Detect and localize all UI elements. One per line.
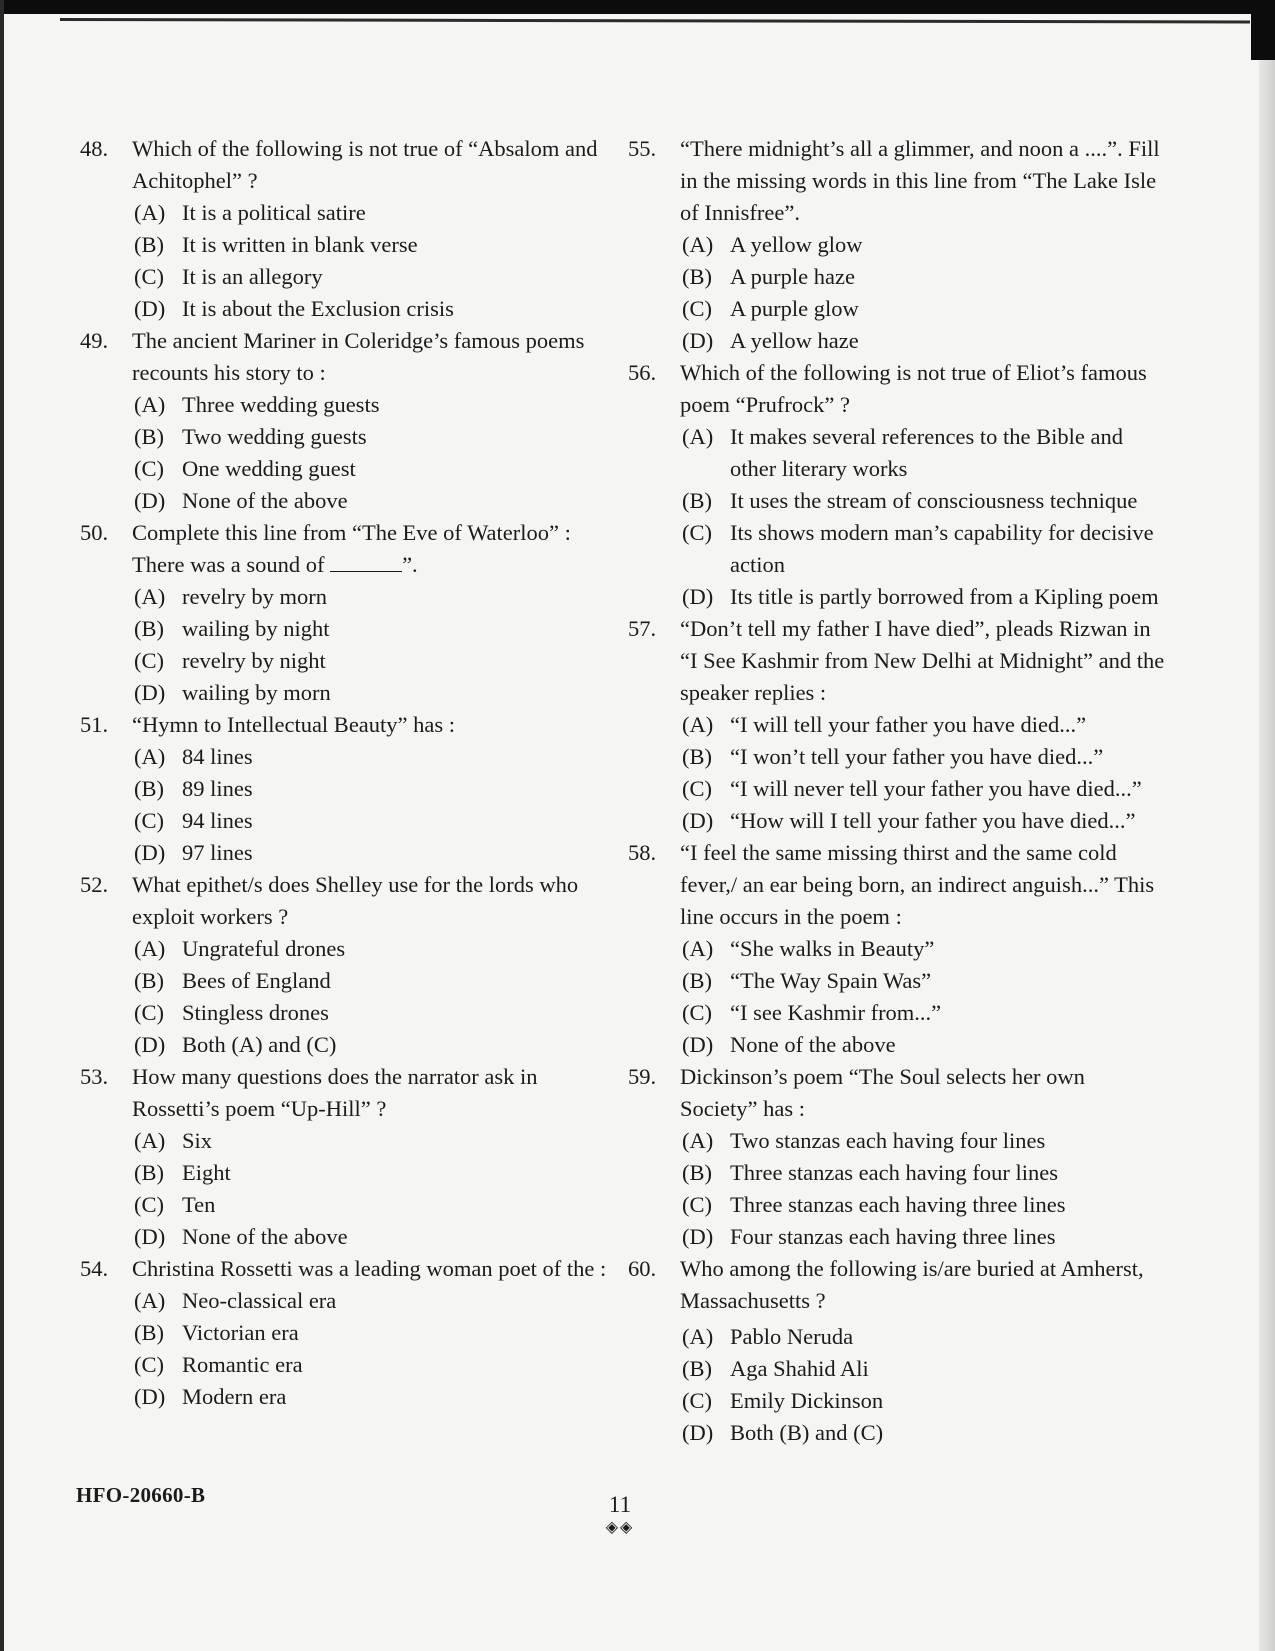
option-d	[134, 485, 620, 517]
option-text: Its title is partly borrowed from a Kipling poem	[730, 584, 1159, 609]
question-50	[80, 517, 620, 709]
option-text: Both (B) and (C)	[730, 1420, 884, 1445]
option-label: (A)	[134, 1288, 166, 1313]
question-number: 58.	[628, 840, 657, 865]
option-label: (A)	[682, 424, 714, 449]
option-d	[682, 1417, 1168, 1449]
question-59	[628, 1061, 1168, 1253]
option-c	[134, 805, 620, 837]
option-text: Three stanzas each having four lines	[730, 1160, 1058, 1185]
option-a	[134, 1125, 620, 1157]
option-a	[682, 1321, 1168, 1353]
option-text: It is written in blank verse	[182, 232, 418, 257]
option-d	[134, 1221, 620, 1253]
option-label: (D)	[682, 328, 714, 353]
option-text: One wedding guest	[182, 456, 356, 481]
option-text: It uses the stream of consciousness technique	[730, 488, 1138, 513]
option-label: (A)	[134, 1128, 166, 1153]
scan-corner-shadow	[1251, 0, 1275, 60]
option-text: “I will tell your father you have died...”	[730, 712, 1087, 737]
option-label: (D)	[134, 840, 166, 865]
question-text: What epithet/s does Shelley use for the lords who exploit workers ?	[132, 872, 579, 929]
option-d	[682, 325, 1168, 357]
question-56	[628, 357, 1168, 613]
question-52	[80, 869, 620, 1061]
option-text: Romantic era	[182, 1352, 303, 1377]
option-a	[682, 933, 1168, 965]
question-49	[80, 325, 620, 517]
question-text: Which of the following is not true of “Absalom and Achitophel” ?	[132, 136, 598, 193]
option-text: Bees of England	[182, 968, 331, 993]
question-text-before-blank: Complete this line from “The Eve of Waterloo” : There was a sound of	[132, 520, 571, 577]
option-label: (A)	[134, 584, 166, 609]
option-a	[682, 709, 1168, 741]
option-text: wailing by night	[182, 616, 330, 641]
option-label: (A)	[682, 1128, 714, 1153]
question-number: 50.	[80, 520, 109, 545]
question-53	[80, 1061, 620, 1253]
option-text: None of the above	[730, 1032, 896, 1057]
option-a	[682, 421, 1168, 485]
option-c	[682, 1189, 1168, 1221]
option-text: Ten	[182, 1192, 216, 1217]
option-a	[134, 1285, 620, 1317]
option-label: (C)	[134, 808, 164, 833]
option-label: (D)	[682, 808, 714, 833]
question-55	[628, 133, 1168, 357]
option-a	[134, 389, 620, 421]
fill-in-blank	[330, 551, 402, 572]
option-text: It is an allegory	[182, 264, 323, 289]
question-text: “I feel the same missing thirst and the same cold fever,/ an ear being born, an indirect anguish...” This line occurs in the poem :	[680, 840, 1155, 929]
option-text: “How will I tell your father you have died...”	[730, 808, 1136, 833]
question-number: 48.	[80, 136, 109, 161]
option-text: Both (A) and (C)	[182, 1032, 337, 1057]
question-number: 55.	[628, 136, 657, 161]
option-a	[134, 933, 620, 965]
option-d	[134, 677, 620, 709]
option-b	[134, 613, 620, 645]
option-label: (B)	[134, 424, 164, 449]
option-c	[134, 261, 620, 293]
option-text: Four stanzas each having three lines	[730, 1224, 1056, 1249]
option-c	[682, 773, 1168, 805]
option-text: 94 lines	[182, 808, 253, 833]
question-text	[132, 517, 620, 581]
option-label: (C)	[682, 1388, 712, 1413]
question-number: 51.	[80, 712, 109, 737]
option-b	[134, 229, 620, 261]
question-60	[628, 1253, 1168, 1449]
scan-header-rule	[60, 18, 1250, 23]
option-label: (B)	[682, 264, 712, 289]
option-a	[134, 197, 620, 229]
option-text: Its shows modern man’s capability for decisive action	[730, 520, 1154, 577]
option-text: Three stanzas each having three lines	[730, 1192, 1066, 1217]
option-text: None of the above	[182, 488, 348, 513]
option-label: (B)	[134, 1160, 164, 1185]
option-b	[134, 1157, 620, 1189]
option-text: Ungrateful drones	[182, 936, 346, 961]
option-label: (A)	[134, 200, 166, 225]
left-column	[80, 133, 620, 1413]
question-number: 59.	[628, 1064, 657, 1089]
option-label: (D)	[134, 680, 166, 705]
option-text: A yellow glow	[730, 232, 863, 257]
question-text: Dickinson’s poem “The Soul selects her own Society” has :	[680, 1064, 1085, 1121]
option-text: Six	[182, 1128, 213, 1153]
option-b	[682, 261, 1168, 293]
option-c	[134, 997, 620, 1029]
question-51	[80, 709, 620, 869]
option-c	[682, 293, 1168, 325]
option-d	[134, 837, 620, 869]
question-58	[628, 837, 1168, 1061]
scan-top-edge	[0, 0, 1275, 14]
scan-left-edge	[0, 0, 4, 1651]
option-text: Three wedding guests	[182, 392, 380, 417]
option-a	[134, 741, 620, 773]
question-number: 60.	[628, 1256, 657, 1281]
option-text: Victorian era	[182, 1320, 299, 1345]
option-label: (B)	[682, 968, 712, 993]
option-label: (A)	[134, 936, 166, 961]
option-text: A yellow haze	[730, 328, 859, 353]
option-text: Eight	[182, 1160, 231, 1185]
question-text: The ancient Mariner in Coleridge’s famous poems recounts his story to :	[132, 328, 585, 385]
option-label: (D)	[682, 1420, 714, 1445]
option-text: “I won’t tell your father you have died...”	[730, 744, 1104, 769]
option-label: (D)	[682, 1224, 714, 1249]
option-label: (A)	[682, 232, 714, 257]
option-label: (C)	[134, 1352, 164, 1377]
option-label: (B)	[682, 744, 712, 769]
option-text: Stingless drones	[182, 1000, 329, 1025]
option-label: (B)	[682, 488, 712, 513]
option-label: (C)	[682, 296, 712, 321]
option-text: Neo-classical era	[182, 1288, 337, 1313]
option-a	[134, 581, 620, 613]
question-text: “Hymn to Intellectual Beauty” has :	[132, 712, 456, 737]
question-48	[80, 133, 620, 325]
option-b	[682, 1353, 1168, 1385]
question-text: How many questions does the narrator ask in Rossetti’s poem “Up-Hill” ?	[132, 1064, 538, 1121]
option-text: 89 lines	[182, 776, 253, 801]
option-text: It is about the Exclusion crisis	[182, 296, 454, 321]
option-label: (A)	[134, 392, 166, 417]
option-b	[682, 1157, 1168, 1189]
option-a	[682, 229, 1168, 261]
option-text: Two wedding guests	[182, 424, 367, 449]
option-text: wailing by morn	[182, 680, 331, 705]
option-b	[134, 773, 620, 805]
question-number: 57.	[628, 616, 657, 641]
option-label: (B)	[134, 1320, 164, 1345]
option-text: Pablo Neruda	[730, 1324, 854, 1349]
option-text: “She walks in Beauty”	[730, 936, 935, 961]
option-label: (D)	[682, 1032, 714, 1057]
option-label: (D)	[134, 1384, 166, 1409]
question-text: Which of the following is not true of Eliot’s famous poem “Prufrock” ?	[680, 360, 1147, 417]
option-label: (C)	[134, 1000, 164, 1025]
option-label: (D)	[134, 1224, 166, 1249]
question-text: “There midnight’s all a glimmer, and noon a ....”. Fill in the missing words in this line from “The Lake Isle of Innisfree”.	[680, 136, 1160, 225]
option-a	[682, 1125, 1168, 1157]
question-text-after-blank: ”.	[402, 552, 418, 577]
option-label: (B)	[682, 1160, 712, 1185]
option-b	[134, 965, 620, 997]
option-label: (C)	[134, 1192, 164, 1217]
option-text: Emily Dickinson	[730, 1388, 884, 1413]
option-label: (A)	[682, 936, 714, 961]
option-label: (C)	[682, 776, 712, 801]
option-text: “I will never tell your father you have died...”	[730, 776, 1142, 801]
option-label: (D)	[134, 488, 166, 513]
question-number: 54.	[80, 1256, 109, 1281]
option-text: revelry by night	[182, 648, 326, 673]
option-c	[682, 517, 1168, 581]
page-number: 11	[608, 1492, 632, 1517]
option-c	[134, 645, 620, 677]
option-c	[134, 453, 620, 485]
option-label: (C)	[134, 264, 164, 289]
option-d	[682, 581, 1168, 613]
option-label: (B)	[134, 616, 164, 641]
option-label: (D)	[682, 584, 714, 609]
option-label: (D)	[134, 1032, 166, 1057]
option-text: Two stanzas each having four lines	[730, 1128, 1046, 1153]
option-c	[682, 997, 1168, 1029]
option-label: (C)	[682, 520, 712, 545]
scan-right-edge	[1259, 0, 1275, 1651]
option-label: (B)	[134, 232, 164, 257]
option-d	[134, 1029, 620, 1061]
option-label: (A)	[134, 744, 166, 769]
question-number: 52.	[80, 872, 109, 897]
option-d	[682, 1221, 1168, 1253]
option-d	[682, 805, 1168, 837]
option-b	[134, 421, 620, 453]
option-b	[682, 741, 1168, 773]
option-text: Aga Shahid Ali	[730, 1356, 869, 1381]
option-c	[682, 1385, 1168, 1417]
option-text: It is a political satire	[182, 200, 366, 225]
option-b	[134, 1317, 620, 1349]
option-label: (D)	[134, 296, 166, 321]
option-label: (B)	[134, 968, 164, 993]
paper-code: HFO-20660-B	[76, 1483, 206, 1507]
option-text: “The Way Spain Was”	[730, 968, 932, 993]
option-label: (C)	[682, 1192, 712, 1217]
question-54	[80, 1253, 620, 1413]
right-column	[628, 133, 1168, 1449]
option-text: 84 lines	[182, 744, 253, 769]
option-label: (C)	[134, 456, 164, 481]
option-text: None of the above	[182, 1224, 348, 1249]
option-text: A purple glow	[730, 296, 859, 321]
option-text: Modern era	[182, 1384, 287, 1409]
option-text: revelry by morn	[182, 584, 327, 609]
option-b	[682, 485, 1168, 517]
option-label: (B)	[682, 1356, 712, 1381]
option-label: (B)	[134, 776, 164, 801]
question-number: 56.	[628, 360, 657, 385]
option-d	[134, 293, 620, 325]
option-text: It makes several references to the Bible and other literary works	[730, 424, 1123, 481]
question-text: Christina Rossetti was a leading woman poet of the :	[132, 1256, 607, 1281]
option-label: (C)	[134, 648, 164, 673]
option-d	[682, 1029, 1168, 1061]
question-57	[628, 613, 1168, 837]
option-label: (A)	[682, 1324, 714, 1349]
option-d	[134, 1381, 620, 1413]
option-b	[682, 965, 1168, 997]
option-label: (A)	[682, 712, 714, 737]
option-c	[134, 1189, 620, 1221]
option-text: 97 lines	[182, 840, 253, 865]
question-number: 49.	[80, 328, 109, 353]
option-text: A purple haze	[730, 264, 855, 289]
question-number: 53.	[80, 1064, 109, 1089]
question-text: Who among the following is/are buried at Amherst, Massachusetts ?	[680, 1256, 1144, 1313]
option-text: “I see Kashmir from...”	[730, 1000, 942, 1025]
question-text: “Don’t tell my father I have died”, pleads Rizwan in “I See Kashmir from New Delhi at Midnight” and the speaker replies :	[680, 616, 1165, 705]
option-c	[134, 1349, 620, 1381]
diamond-ornament-icon: ◈◈	[605, 1519, 635, 1536]
option-label: (C)	[682, 1000, 712, 1025]
